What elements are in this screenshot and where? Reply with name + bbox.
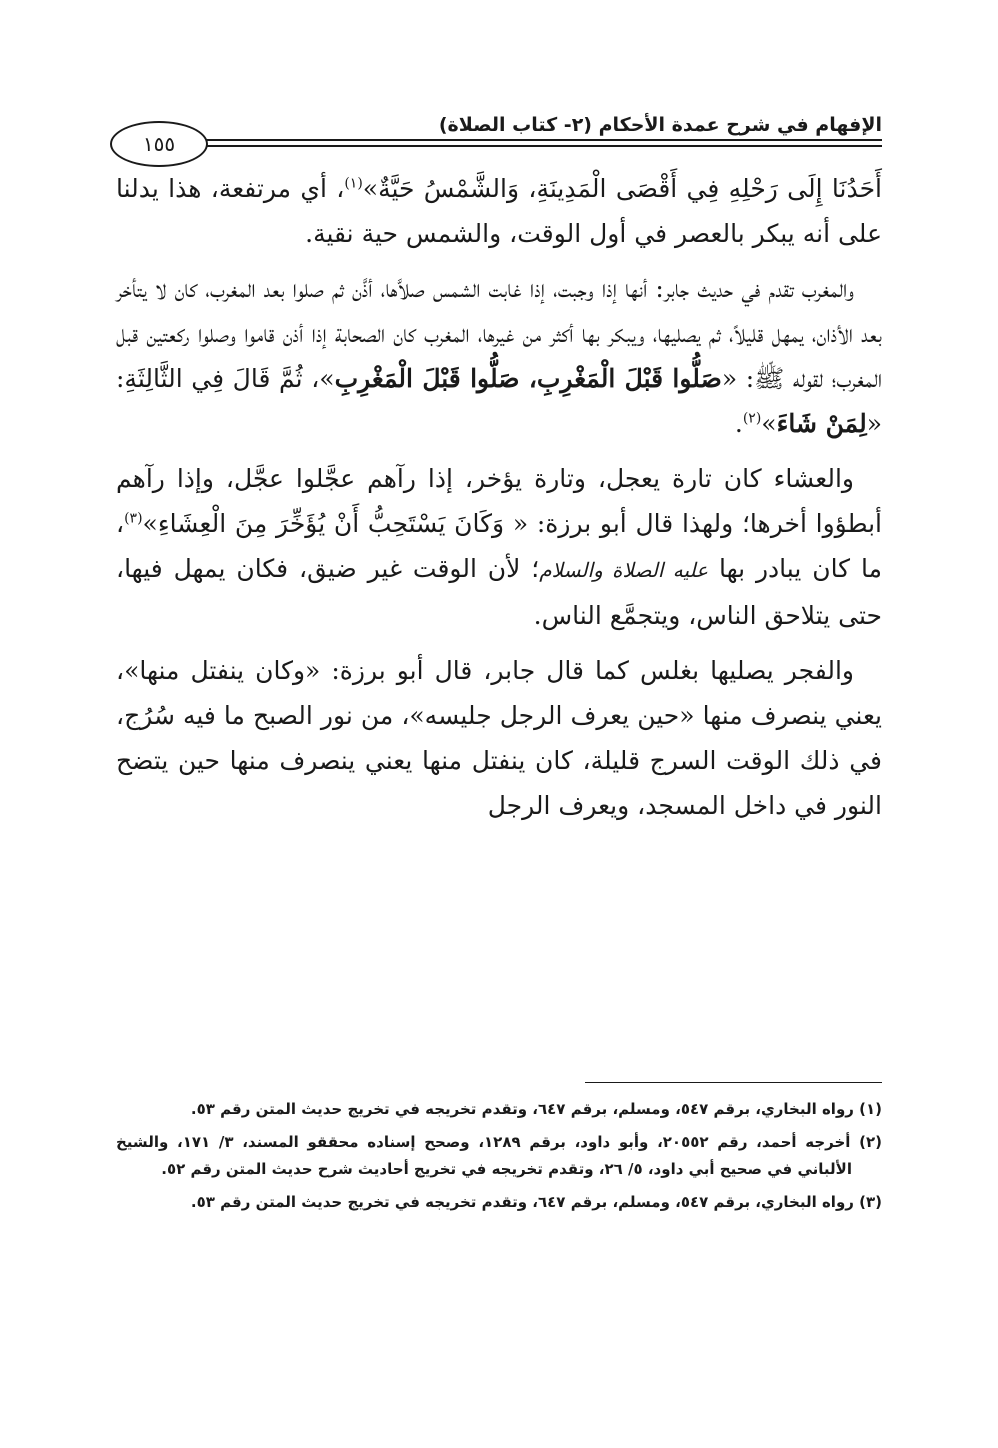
page-number: ١٥٥ [110, 121, 208, 167]
hadith-quote-bold: صَلُّوا قَبْلَ الْمَغْرِبِ، صَلُّوا قَبْلَ الْمَغْرِبِ [334, 364, 722, 393]
footnote-ref-1[interactable]: (١) [344, 175, 363, 192]
hadith-quote-bold-2: لِمَنْ شَاءَ [776, 409, 867, 438]
paragraph-1: أَحَدُنَا إِلَى رَحْلِهِ فِي أَقْصَى الْمَدِينَةِ، وَالشَّمْسُ حَيَّةٌ»$^{(١)}$، أي مرتفعة، هذا يدلنا على أنه يبكر بالعصر في أول الوقت، والشمس حية نقية. [116, 174, 883, 248]
honorific: عليه الصلاة والسلام [539, 558, 709, 582]
header-rule-bottom [192, 145, 882, 147]
footnote-3: (٣) رواه البخاري، برقم ٥٤٧، ومسلم، برقم ٦٤٧، وتقدم تخريجه في تخريج حديث المتن رقم ٥٣. [190, 1193, 882, 1211]
paragraph-2: والمغرب تقدم في حديث جابر: أنها إذا وجبت، إذا غابت الشمس صلاَّها، أذَّن ثم صلوا بعد المغرب، كان لا يتأخر بعد الأذان، يمهل قليلاً، ثم يصليها، ويبكر بها أكثر من غيرها، المغرب كان الصحابة إذا أذن قاموا وصلوا ركعتين قبل المغرب؛ لقوله ﷺ: «صَلُّوا قَبْلَ الْمَغْرِبِ، صَلُّوا قَبْلَ الْمَغْرِبِ»، ثُمَّ قَالَ فِي الثَّالِثَةِ: «لِمَنْ شَاءَ»$^{(٢)}$. [116, 274, 883, 438]
header-rule-top [192, 139, 882, 141]
footnotes [116, 1096, 882, 1222]
footnote-ref-3[interactable]: (٣) [124, 510, 143, 527]
running-title: الإفهام في شرح عمدة الأحكام (٢- كتاب الصلاة) [438, 114, 882, 136]
footnote-2: (٢) أخرجه أحمد، رقم ٢٠٥٥٢، وأبو داود، برقم ١٢٨٩، وصحح إسناده محققو المسند، ٣/ ١٧١، والشيخ الألباني في صحيح أبي داود، ٥/ ٢٦، وتقدم تخريجه في تخريج أحاديث شرح حديث المتن رقم ٥٢. [116, 1133, 883, 1178]
footnote-1: (١) رواه البخاري، برقم ٥٤٧، ومسلم، برقم ٦٤٧، وتقدم تخريجه في تخريج حديث المتن رقم ٥٣. [190, 1100, 882, 1118]
paragraph-3: والعشاء كان تارة يعجل، وتارة يؤخر، إذا رآهم عجَّلوا عجَّل، وإذا رآهم أبطؤوا أخرها؛ ولهذا قال أبو برزة: « وَكَانَ يَسْتَحِبُّ أَنْ يُؤَخِّرَ مِنَ الْعِشَاءِ»$^{(٣)}$، ما كان يبادر بها عليه الصلاة والسلام؛ لأن الوقت غير ضيق، فكان يمهل فيها، حتى يتلاحق الناس، ويتجمَّع الناس. [116, 464, 882, 630]
footnote-ref-2[interactable]: (٢) [742, 410, 762, 427]
footnote-separator [585, 1082, 882, 1083]
main-text [116, 166, 882, 838]
paragraph-4: والفجر يصليها بغلس كما قال جابر، قال أبو برزة: «وكان ينفتل منها»، يعني ينصرف منها «حين يعرف الرجل جليسه»، من نور الصبح ما فيه سُرُج، في ذلك الوقت السرج قليلة، كان ينفتل منها يعني ينصرف منها حين يتضح النور في داخل المسجد، ويعرف الرجل [116, 656, 882, 820]
